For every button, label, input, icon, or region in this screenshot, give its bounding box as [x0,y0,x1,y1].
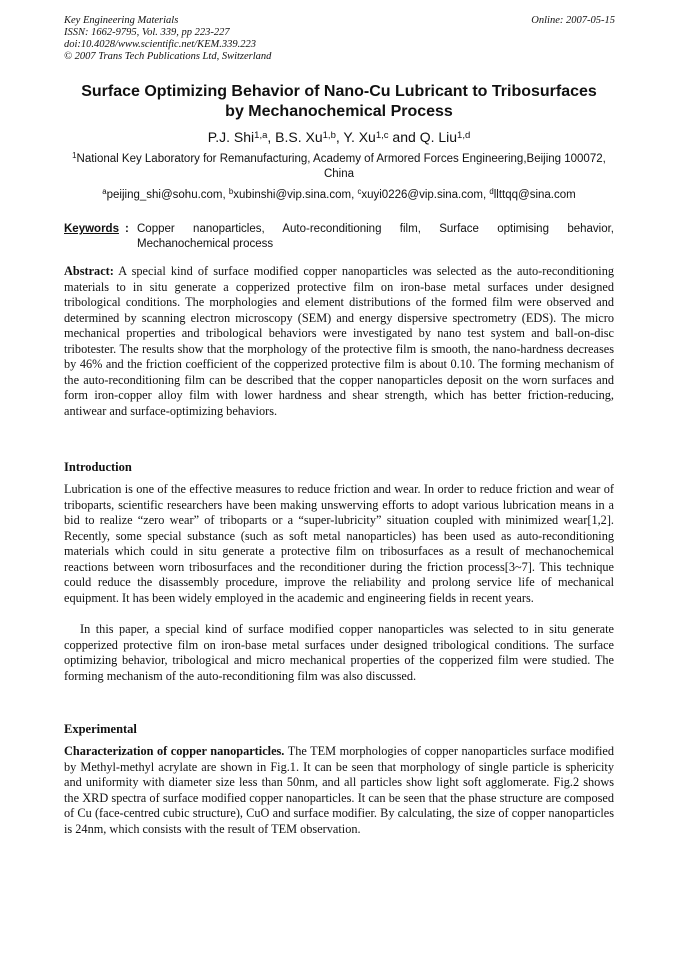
journal-copyright: © 2007 Trans Tech Publications Ltd, Switzerland [64,51,272,62]
journal-name: Key Engineering Materials [64,15,179,26]
keywords-label [64,222,119,237]
affiliation-mark: 1 [72,151,77,161]
email-mark: b [228,187,234,197]
journal-doi: doi:10.4028/www.scientific.net/KEM.339.223 [64,39,256,50]
email-address: xuyi0226@vip.sina.com [361,189,483,201]
abstract-label: Abstract: [64,264,114,278]
experimental-paragraph [64,744,614,837]
title-line: Surface Optimizing Behavior of Nano-Cu Lubricant to Tribosurfaces [81,83,597,100]
introduction-paragraph-1: Lubrication is one of the effective measures to reduce friction and wear. In order to reduce friction and wear of triboparts, scientific researchers have been making unswerving efforts to adopt various lubrication means in a bid to realize “zero wear” of triboparts or a “super-lubricity” situation coupled with minimized wear[1,2]. Recently, some special substance (such as soft metal nanoparticles) has been used as auto-reconditioning materials which could in situ generate a protective film on tribosurfaces as a result of mechanochemical reactions between worn tribosurfaces and the reconditioner during the friction process[3~7]. This technique could reduce the disassembly procedure, improve the reliability and prolong service life of mechanical equipment. It has been widely employed in the academic and engineering fields in recent years. [64,482,614,605]
email-address: llttqq@sina.com [493,189,576,201]
keywords-text: Copper nanoparticles, Auto-reconditioning film, Surface optimising behavior, Mechanochemical process [137,223,614,250]
author-separator: and [388,129,420,145]
keywords-block [64,222,614,252]
affiliation [64,152,614,182]
abstract [64,264,614,419]
introduction-paragraph-2: In this paper, a special kind of surface modified copper nanoparticles was selected to in situ generate copperized protective film on iron-base metal surfaces under designed tribological conditions. The surface optimizing behavior, tribological and micro mechanical properties of the copperized film were studied. The forming mechanism of the auto-reconditioning film was also discussed. [64,622,614,683]
author-affiliation-mark: 1,d [457,129,471,141]
author-name: B.S. Xu [275,129,323,145]
experimental-text: The TEM morphologies of copper nanoparticles surface modified by Methyl-methyl acrylate are shown in Fig.1. It can be seen that morphology of single particle is sphericity and uniformity with diameter size less than 50nm, and all particles show light soft agglomerate. Fig.2 shows the XRD spectra of surface modified copper nanoparticles. It can be seen that the phase structure are composed of Cu (face-centred cubic structure), CuO and surface modifier. By calculating, the size of copper nanoparticles is 24nm, which consists with the result of TEM observation. [64,744,614,836]
keywords-label-text: Keywords [64,223,119,235]
paper-title [54,82,624,122]
introduction-heading: Introduction [64,460,132,474]
email-address: xubinshi@vip.sina.com [233,189,352,201]
author-affiliation-mark: 1,c [375,129,389,141]
author-separator: , [335,129,344,145]
title-line: by Mechanochemical Process [225,103,453,120]
experimental-lead: Characterization of copper nanoparticles. [64,744,285,758]
journal-info [64,15,271,63]
author-separator: , [267,129,276,145]
experimental-heading: Experimental [64,722,137,736]
online-date: Online: 2007-05-15 [531,15,615,26]
keywords-colon: : [125,223,129,235]
author-name: Y. Xu [343,129,376,145]
email-mark: c [357,187,362,197]
abstract-text: A special kind of surface modified copper nanoparticles was selected as the auto-reconditioning materials to in situ generate a copperized protective film on iron-base metal surfaces under designed tribological conditions. The morphologies and element distributions of the formed film were observed and determined by scanning electron microscopy (SEM) and energy dispersive spectrometry (EDS). The micro mechanical properties and tribological behaviors were investigated by nano test system and ball-on-disc tribotester. The results show that the morphology of the protective film is smooth, the nano-hardness decreases by 46% and the friction coefficient of the copperized protective film is about 0.10. The forming mechanism of the auto-reconditioning film can be described that the copper nanoparticles deposit on the worn surfaces and form iron-copper alloy film with lower hardness and shear strength, which has better friction-reducing, antiwear and surface-optimizing behaviors. [64,264,614,418]
author-list [54,128,624,146]
email-list: $^a$peijing_shi@sohu.com, $^b$xubinshi@vip.sina.com, $^c$xuyi0226@vip.sina.com, $^d$llttqq@sina.com [102,187,576,201]
author-affiliation-mark: 1,a [254,129,268,141]
email-address: peijing_shi@sohu.com [106,189,223,201]
author-name: Q. Liu [419,129,458,145]
journal-issn: ISSN: 1662-9795, Vol. 339, pp 223-227 [64,27,230,38]
author-affiliation-mark: 1,b [322,129,336,141]
author-name: P.J. Shi [207,129,255,145]
email-mark: d [489,187,494,197]
affiliation-text: National Key Laboratory for Remanufacturing, Academy of Armored Forces Engineering,Beijing 100072, China [76,153,606,180]
email-mark: a [102,187,107,197]
